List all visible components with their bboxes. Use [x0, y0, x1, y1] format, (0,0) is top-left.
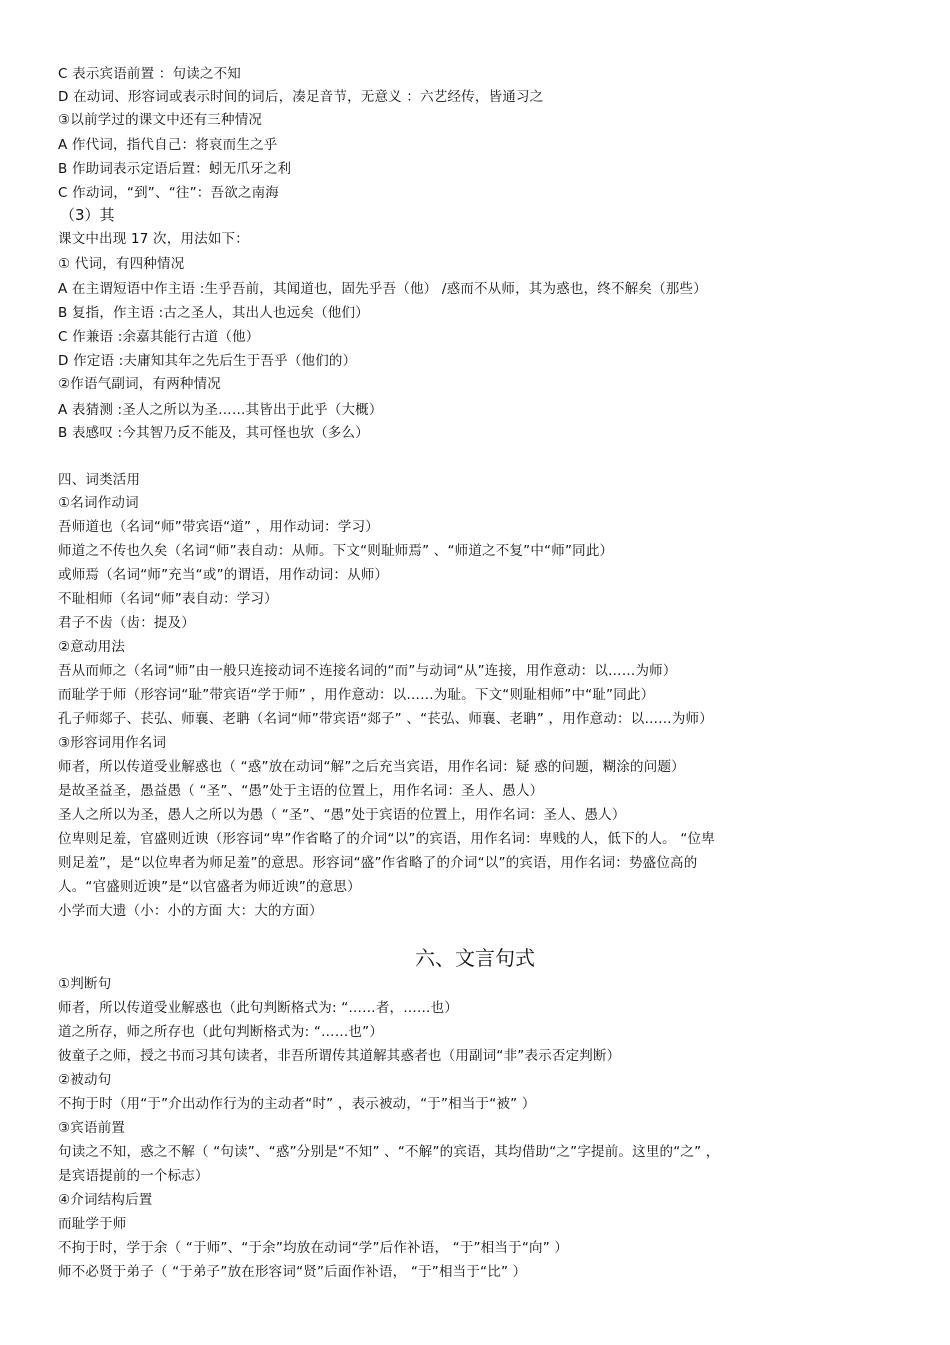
judge-2: 道之所存，师之所存也（此句判断格式为: “……也”） — [58, 1024, 384, 1040]
object-1-line2: 是宾语提前的一个标志） — [58, 1168, 209, 1184]
noun-verb-4: 不耻相师（名词“师”表自动：学习） — [58, 591, 278, 607]
zhi-usage-c: C 表示宾语前置 ：句读之不知 — [58, 66, 242, 82]
passive-heading: ②被动句 — [58, 1072, 112, 1088]
adj-noun-4-line1: 位卑则足羞，官盛则近谀（形容词“卑”作省略了的介词“以”的宾语，用作名词：卑贱的人，低下的人。 “位卑 — [58, 831, 715, 847]
part6-title: 六、文言句式 — [415, 946, 535, 970]
yidong-1: 吾从而师之（名词“师”由一般只连接动词不连接名词的“而”与动词“从”连接，用作意动：以……为师） — [58, 663, 677, 679]
prep-1: 而耻学于师 — [58, 1216, 127, 1232]
qi-heading: （3）其 — [60, 206, 115, 224]
adj-noun-heading: ③形容词用作名词 — [58, 735, 167, 751]
zhi-former-b: B 作助词表示定语后置：蚓无爪牙之利 — [58, 161, 292, 177]
adj-noun-2: 是故圣益圣，愚益愚（ “圣”、“愚”处于主语的位置上，用作名词：圣人、愚人） — [58, 783, 544, 799]
adj-noun-4-line2: 则足羞”，是“以位卑者为师足羞”的意思。形容词“盛”作省略了的介词“以”的宾语，用作名词：势盛位高的 — [58, 855, 698, 871]
qi-intro: 课文中出现 17 次，用法如下： — [58, 231, 249, 247]
adj-noun-1: 师者，所以传道受业解惑也（ “惑”放在动词“解”之后充当宾语，用作名词：疑 惑的问题，糊涂的问题） — [58, 759, 685, 775]
qi-pronoun-d: D 作定语 :夫庸知其年之先后生于吾乎（他们的） — [58, 353, 357, 369]
zhi-former-heading: ③以前学过的课文中还有三种情况 — [58, 112, 263, 128]
adj-noun-5: 小学而大遗（小：小的方面 大：大的方面） — [58, 903, 323, 919]
qi-mood-b: B 表感叹 :今其智乃反不能及，其可怪也欤（多么） — [58, 425, 369, 441]
qi-pronoun-b: B 复指，作主语 :古之圣人，其出人也远矣（他们） — [58, 305, 369, 321]
qi-pronoun-a: A 在主谓短语中作主语 :生乎吾前，其闻道也，固先乎吾（他） /惑而不从师，其为惑也，终不解矣（那些） — [58, 281, 707, 297]
qi-mood-heading: ②作语气副词，有两种情况 — [58, 376, 222, 392]
noun-verb-5: 君子不齿（齿：提及） — [58, 615, 195, 631]
judge-heading: ①判断句 — [58, 976, 112, 992]
object-heading: ③宾语前置 — [58, 1120, 126, 1136]
noun-verb-1: 吾师道也（名词“师”带宾语“道” ，用作动词：学习） — [58, 519, 379, 535]
prep-3: 师不必贤于弟子（ “于弟子”放在形容词“贤”后面作补语， “于”相当于“比” ） — [58, 1264, 527, 1280]
prep-2: 不拘于时，学于余（ “于师”、“于余”均放在动词“学”后作补语， “于”相当于“向” ） — [58, 1240, 569, 1256]
yidong-2: 而耻学于师（形容词“耻”带宾语“学于师” ，用作意动：以……为耻。下文“则耻相师”中“耻”同此） — [58, 687, 655, 703]
prep-heading: ④介词结构后置 — [58, 1192, 153, 1208]
zhi-former-c: C 作动词，“到”、“往”：吾欲之南海 — [58, 185, 279, 201]
qi-pronoun-heading: ① 代词，有四种情况 — [58, 256, 185, 272]
adj-noun-4-line3: 人。“官盛则近谀”是“以官盛者为师近谀”的意思） — [58, 879, 361, 895]
yidong-heading: ②意动用法 — [58, 639, 126, 655]
noun-verb-3: 或师焉（名词“师”充当“或”的谓语，用作动词：从师） — [58, 567, 389, 583]
yidong-3: 孔子师郯子、苌弘、师襄、老聃（名词“师”带宾语“郯子” 、“苌弘、师襄、老聃” ，用作意动：以……为师） — [58, 711, 713, 727]
qi-mood-a: A 表猜测 :圣人之所以为圣……其皆出于此乎（大概） — [58, 402, 383, 418]
judge-3: 彼童子之师，授之书而习其句读者，非吾所谓传其道解其惑者也（用副词“非”表示否定判断） — [58, 1048, 621, 1064]
adj-noun-3: 圣人之所以为圣，愚人之所以为愚（ “圣”、“愚”处于宾语的位置上，用作名词：圣人、愚人） — [58, 807, 626, 823]
zhi-usage-d: D 在动词、形容词或表示时间的词后，凑足音节，无意义 ：六艺经传，皆通习之 — [58, 89, 544, 105]
passive-1: 不拘于时（用“于”介出动作行为的主动者“时” ，表示被动，“于”相当于“被” ） — [58, 1096, 536, 1112]
object-1-line1: 句读之不知，惑之不解（ “句读”、“惑”分别是“不知” 、“不解”的宾语，其均借助“之”字提前。这里的“之” ， — [58, 1144, 720, 1160]
noun-verb-2: 师道之不传也久矣（名词“师”表自动：从师。下文“则耻师焉” 、“师道之不复”中“师”同此） — [58, 543, 614, 559]
part4-heading: 四、词类活用 — [58, 472, 141, 488]
judge-1: 师者，所以传道受业解惑也（此句判断格式为: “……者，……也） — [58, 1000, 459, 1016]
zhi-former-a: A 作代词，指代自己：将哀而生之乎 — [58, 137, 278, 153]
noun-verb-heading: ①名词作动词 — [58, 495, 139, 511]
qi-pronoun-c: C 作兼语 :余嘉其能行古道（他） — [58, 329, 260, 345]
